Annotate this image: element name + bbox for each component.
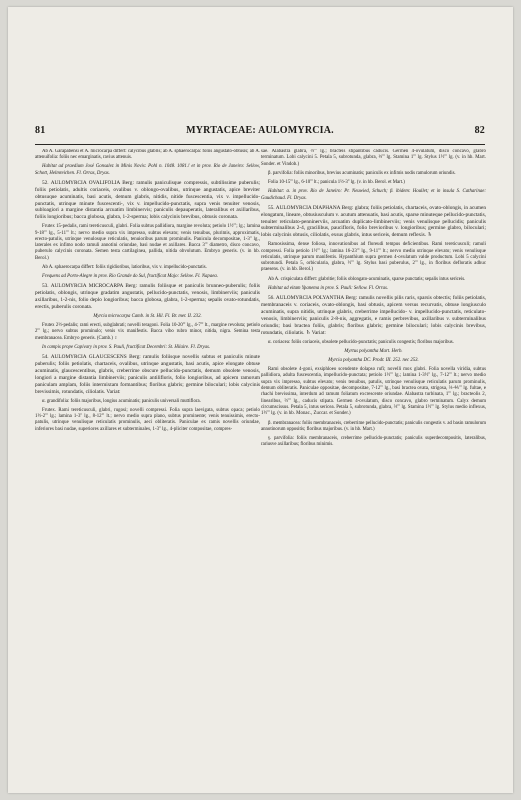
running-header <box>35 125 485 141</box>
left-paragraph-1: Ab A. Garapabensi et A. microcarpa differt: calycibus glabris; ab A. sphaerocarpa: foliis angustato-obtusis; ab A. attenuifolia: foliis nec emarginatis, ravius attenuis. <box>35 149 260 161</box>
left-paragraph-11: 54. AULOMYRCIA GLAUCESCENS Berg: ramulis foliisque novellis subtus et paniculis minute puberulis; foliis petiolatis, chartaceis, ovalibus, utrinque angustatis, basi acutis, apice elongate obtuse acuminatis, glaucescentibus, glabris, creberrime obscure pellucido-punctatis, demum obsolete venosis, longiori a margine distantia limbinerviis; paniculis antilifloris, folio longioribus, ad apicem ramorum paniculam amplam, foliis intermixtam formantibus; floribus glabris; germine biloculari; lobis calycinis brevissimis, rotundatis, ciliolatis. Variat: <box>35 354 260 395</box>
right-paragraph-12: Myrcia polyantha DC. Prodr. III. 252. nec 253. <box>328 357 419 363</box>
right-paragraph-2: β. parvifolia: foliis minoribus, brevius acuminatis; paniculis ex infimis nodis ramulorum oriundis. <box>268 170 456 176</box>
left-paragraph-13: Frutex. Rami tereticusculi, glabri, rugosi; novelli compressi. Folia supra laevigata, subtus opaca; petiolo 1½-2''' lg.; lamina 1-3'' lg., 8-12''' lt.; nervo medio supra plano, subtus prominente; venis tenuissimis, erecto-patulis, utrinque venulisque reticulatis prominulis, aeci obliteratis. Paniculae ex ramis novellis oriundae, inferiores basi nudae, superiores axillares et subterminales, 1-3'' lg., 4-pliciter compositae, compres- <box>35 407 260 432</box>
right-paragraph-10: α. coriacea: foliis coriaceis, obsolete pellucido-punctatis; paniculis congestis; floribus majoribus. <box>268 339 454 345</box>
left-paragraph-10: In campis prope Capivary in prov. S. Pauli, fructificat Decembri: St. Hilaire. Fl. Dryas. <box>42 344 211 350</box>
right-paragraph-4: Habitat: α. in prov. Rio de Janeiro: Pr. Neuwied, Schuch; β. ibidem: Houllet; et in insula S. Catharinae: Gaudichaud. Fl. Dryas. <box>261 189 486 201</box>
right-paragraph-5: 55. AULOMYRCIA DIAPHANA Berg: glabra; foliis petiolatis, chartaceis, ovato-oblongis, in acumen elongatum, lineare, obtusiusculum v. acutum attenuatis, basi acutis, sparse minuteque pellucido-punctatis, tenuiter reticulato-penninerviis, arcuatim duplicato-limbinerviis; venis venulisque pellucidis; paniculis subterminalibus 2-4, gracilibus, paucifloris, folio brevioribus v. longioribus; germine glabro, biloculari; lobis calycinis obtusis, ciliolatis, exsus glabris, intus sericeis, demum reflexis. ♄ <box>261 204 486 239</box>
left-paragraph-4: Frutex 15-pedalis, rami tereticusculi, glabri. Folia subtus pallidiora, margine revoluta; petiolo 1½'''; lg.; lamina 9-18''' lg., 5-11''' lt.; nervo medio supra vix impresso, subtus elevato; venis tenuibus, plurimis, approximatis, erecto-patulis, utrinque venulosque reticulatis, tenuioribus parum prominulis. Panicula decompositae, 1-3'' lg., laterales ex infimo nodo ramuli annotini oriundae, basi nudae et axillares. Bacca 3''' diametro, disco concavo, puberulo calycinis coronata. Semen testa cartilaginea, pallida, nitida obvolutum. Embryo generis. (v. in hb. Berol.) <box>35 224 260 261</box>
right-paragraph-9: 56. AULOMYRCIA POLYANTHA Berg: ramulis novellis pilis raris, sparsis obtectis; foliis petiolatis, membranaceis v. coriaceis, ovato-oblongis, basi obtusis, apicem versus recurvatis, obtuse longiusculo acuminatis, supra nitidis, utrinque glabris, creberrime impellucido- v. impellucido-punctatis, reticulato-venosis, limbinerviis; paniculis 2-8-nis, aggregatis, e ramis perbrevibus, axillaribus v. subterminalibus oriundis; basi bractea foliis, glabris; floribus glabris; germine biloculari; lobis calycinis brevibus, rotundatis, ciliolatis. ♄ Variat: <box>261 295 486 336</box>
right-paragraph-6: Ramosissima, dense foliosa, innovationibus ad floreudi tempus deficientibus. Rami tereticusculi; ramuli compressi. Folia petiolo 1½''' lg.; lamina 16-23''' lg., 9-11''' lt.; nervo medio utrinque elevato; venis venulisque reticulatis, utrinque parum manifestis. Hypanthium supra germen 4-ovulatum valde productum. Lobi 5 calycini subrotundi. Petala 5, orbicularia, glabra, ½''' lg. Stylus basi puberulus, 2''' lg., in floribus defloratis adhuc praesens. (v. in hb. Berol.) <box>261 242 486 273</box>
right-paragraph-3: Folia 10-15''' lg., 6-10''' lt.; panicula 1½-3'' lg. (v. in hb. Berol. et Mart.) <box>268 180 405 186</box>
right-paragraph-11: Myrtus polyantha Mart. Herb. <box>344 348 403 354</box>
book-page <box>8 7 513 793</box>
left-paragraph-6: Frequens ad Porto-Alegre in prov. Rio Grande do Sul, fructificat Majo: Sellow. Fl. Napaea. <box>42 274 218 280</box>
left-column <box>35 149 260 793</box>
right-paragraph-15: γ. parvifolia: foliis membranaceis, creberrime pellucido-punctatis; paniculis superdecompositis, lateralibus, rariusve axillaribus; floribus minimis. <box>261 435 486 448</box>
left-paragraph-3: 52. AULOMYRCIA OVALIFOLIA Berg: ramulis paniculisque compressis, subtilissime puberulis; foliis petiolatis, adultis coriaceis, ovalibus v. oblongo-ovalibus, utrinque angustatis, apice breviter obtusuque acuminatis, basi acutis, demum glabris, nitidis, nitide fuscescentia, vix v. impellucido-punctatis, utrinque minute fuscescenti-, vix v. impellucido-punctatis, supra venis tenuiter venosis, subloagiori a margine distantia arcuatim limbinervis; paniculis depauperatis, lateralibus et axillaribus, foliis longioribus; bacca globosa, glabra, 1-2-sperma; lobis calycinis brevibus, obtusis coronata. <box>35 179 260 221</box>
right-paragraph-14: β. membranacea: foliis membranaceis, creberrime pellucido-punctatis; paniculis congestis v. ad basin ramulorum annotinorum oppositis; floribus majoribus. (v. in hb. Mart.) <box>261 420 486 432</box>
running-title: MYRTACEAE: AULOMYRCIA. <box>186 125 334 136</box>
right-paragraph-8: Habitat ad eitam Ypanema in prov. S. Pauli: Sellow. Fl. Orras. <box>268 285 389 291</box>
left-paragraph-5: Ab A. sphaerocarpa differt: foliis rigidioribus, latioribus, vix v. impellucido-punctatis. <box>42 265 207 271</box>
left-paragraph-9: Frutex 2½-pedalis; rami erecti, subglabrati; novelli teragoni. Folia 10-20''' lg., 4-7''' lt., margine revoluta; petiolo 2''' lg.; nervo subtus prominulo; venis vix manifestis. Bacca vibo rubro minor, nitida, nigra. Semina testa membranacea. Embryo generis. (Camb.) ♀ <box>35 323 260 341</box>
right-paragraph-13: Rami obsolete 4-goni, exsiphloeo scendente dolapso rufi; novelli mox glabri. Folia novella viridia, subtus pallidiora, adulta fuscescentia, impellucido-punctata; petiolo 1½''' lg.; lamina 1-3½'' lg., 7-12''' lt.; nervo medio supra vix impresso, subtus elevato; venis tenuibus, patulis, utrinque venulisque reticulatis parum prominulis, demum obliteratis. Paniculae oppositae, decompositae, 7-12''' lg., basi bractea ovata, strigosa, ⅔-⅘''' lg. fultae, e rhachi brevissima, interdum ad ramum foliatum excrescente oriundae. Alabastra turbinata, 1''' lg.; bracteolis 2, linearibus, ⅔''' lg., caducis stipata. Germen 4-ovulatum, disco concavo, glabro terminatum. Calyx demum circumscissus. Petala 5, intus sericea. Petala 5, subrotunda, glabra, ⅔''' lg. Stamina 1½''' lg. Stylus medio inflexus, 1½''' lg. (v. in hb. Monac., Zuccar. et Sonder.) <box>261 367 486 417</box>
right-paragraph-7: Ab A. crispiculata differt: glabritie; foliis oblongato-acuminatis, sparse punctatis; sepalis intus sericeis. <box>268 276 466 282</box>
header-rule <box>35 144 485 145</box>
left-paragraph-7: 53. AULOMYRCIA MICROCARPA Berg: ramulis foliisque et paniculis brunneo-puberulis; foliis petiolatis, oblongis, utrinque gradatim angustatis, pellucido-punctatis, venosis, limbinerviis; paniculis axillaribus, 1-2-nis, folio deplo longioribus; bacca globosa, glabra, 1-2-sperma; sepalis ovato-rotundatis, erectis, puberulis coronata. <box>35 283 260 311</box>
left-paragraph-2: Habitat ad praedium José Gonsalez in Minis Novis: Pohl n. 1048. 1081.! et in prov. Rio de Janeiro: Sellow, Schott, Helmreichen. Fl. Orras, Dryas. <box>35 164 260 176</box>
left-paragraph-8: Myrcia microcarpa Camb. in St. Hil. Fl. Br. mer. II. 232. <box>93 314 202 320</box>
page-number-right: 82 <box>474 125 485 136</box>
right-paragraph-1: sae. Alabastra glabra, ⅔''' lg.; bracteis stipantibus caducis. Germen 4-ovulatum, disco concavo, glabro terminatum. Lobi calycini 5. Petala 5, subrotunda, glabra, ⅓''' lg. Stamina 1''' lg. Stylus 1½''' lg. (v. in hb. Mart. Sonder. et Vindob.) <box>261 149 486 167</box>
right-column <box>261 149 486 793</box>
left-paragraph-12: α. grandifolia: foliis majoribus, longius acuminatis; paniculis universali muttiflora. <box>42 398 201 404</box>
page-number-left: 81 <box>35 125 46 136</box>
